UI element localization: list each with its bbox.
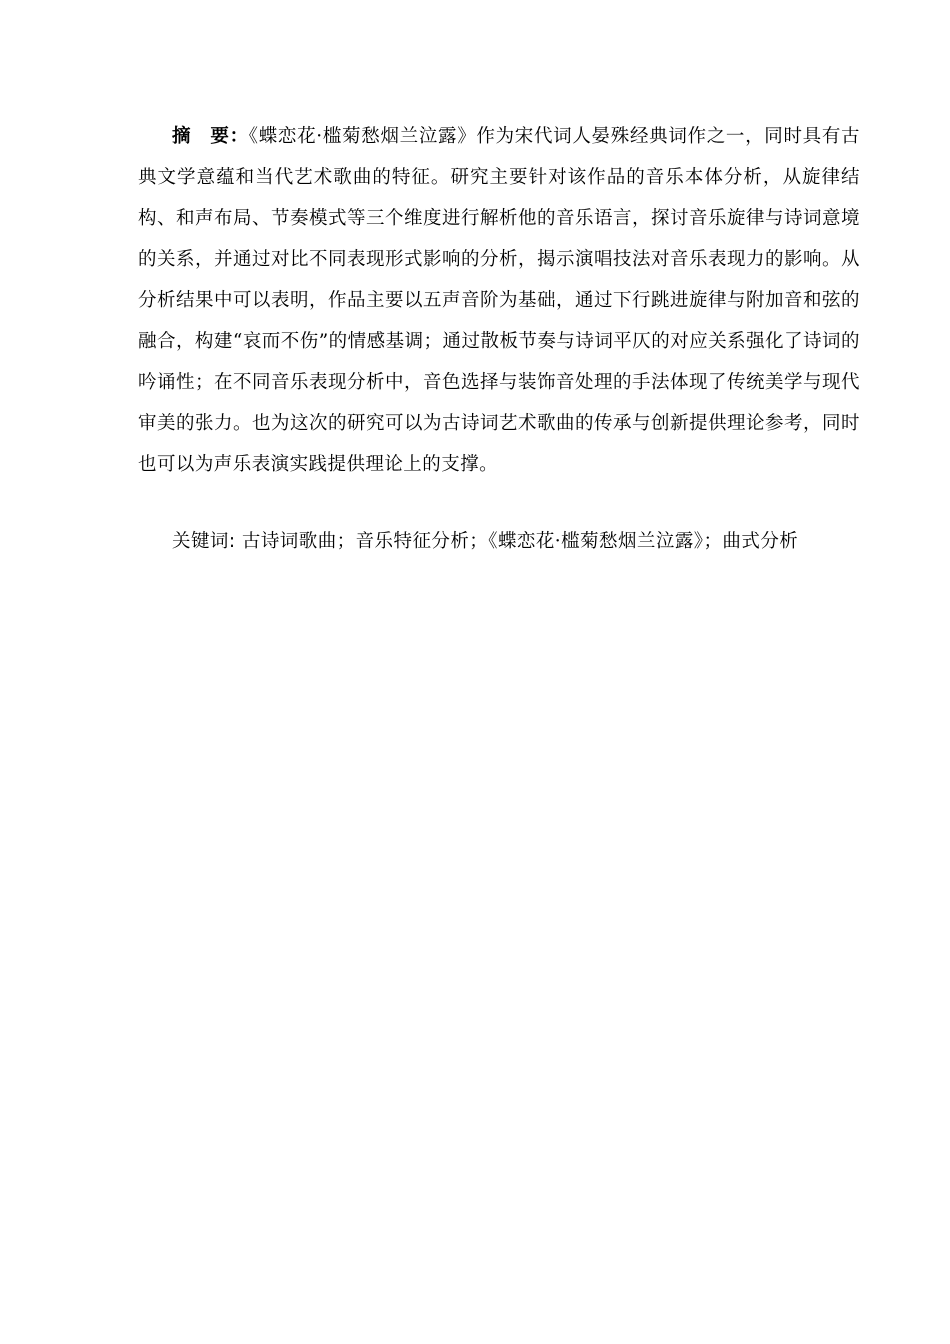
keywords-text: 古诗词歌曲；音乐特征分析；《蝶恋花·槛菊愁烟兰泣露》；曲式分析 bbox=[241, 531, 799, 552]
keywords-label: 关键词: bbox=[172, 531, 236, 552]
abstract-body: 《蝶恋花·槛菊愁烟兰泣露》作为宋代词人晏殊经典词作之一，同时具有古典文学意蕴和当代艺术歌曲的特征。研究主要针对该作品的音乐本体分析，从旋律结构、和声布局、节奏模式等三个维度进行解析他的音乐语言，探讨音乐旋律与诗词意境的关系，并通过对比不同表现形式影响的分析，揭示演唱技法对音乐表现力的影响。从分析结果中可以表明，作品主要以五声音阶为基础，通过下行跳进旋律与附加音和弦的融合，构建“哀而不伤”的情感基调；通过散板节奏与诗词平仄的对应关系强化了诗词的吟诵性；在不同音乐表现分析中，音色选择与装饰音处理的手法体现了传统美学与现代审美的张力。也为这次的研究可以为古诗词艺术歌曲的传承与创新提供理论参考，同时也可以为声乐表演实践提供理论上的支撑。 bbox=[138, 126, 861, 475]
abstract-label: 摘 要： bbox=[172, 126, 249, 147]
abstract-paragraph bbox=[138, 116, 860, 485]
keywords-line bbox=[172, 521, 872, 562]
